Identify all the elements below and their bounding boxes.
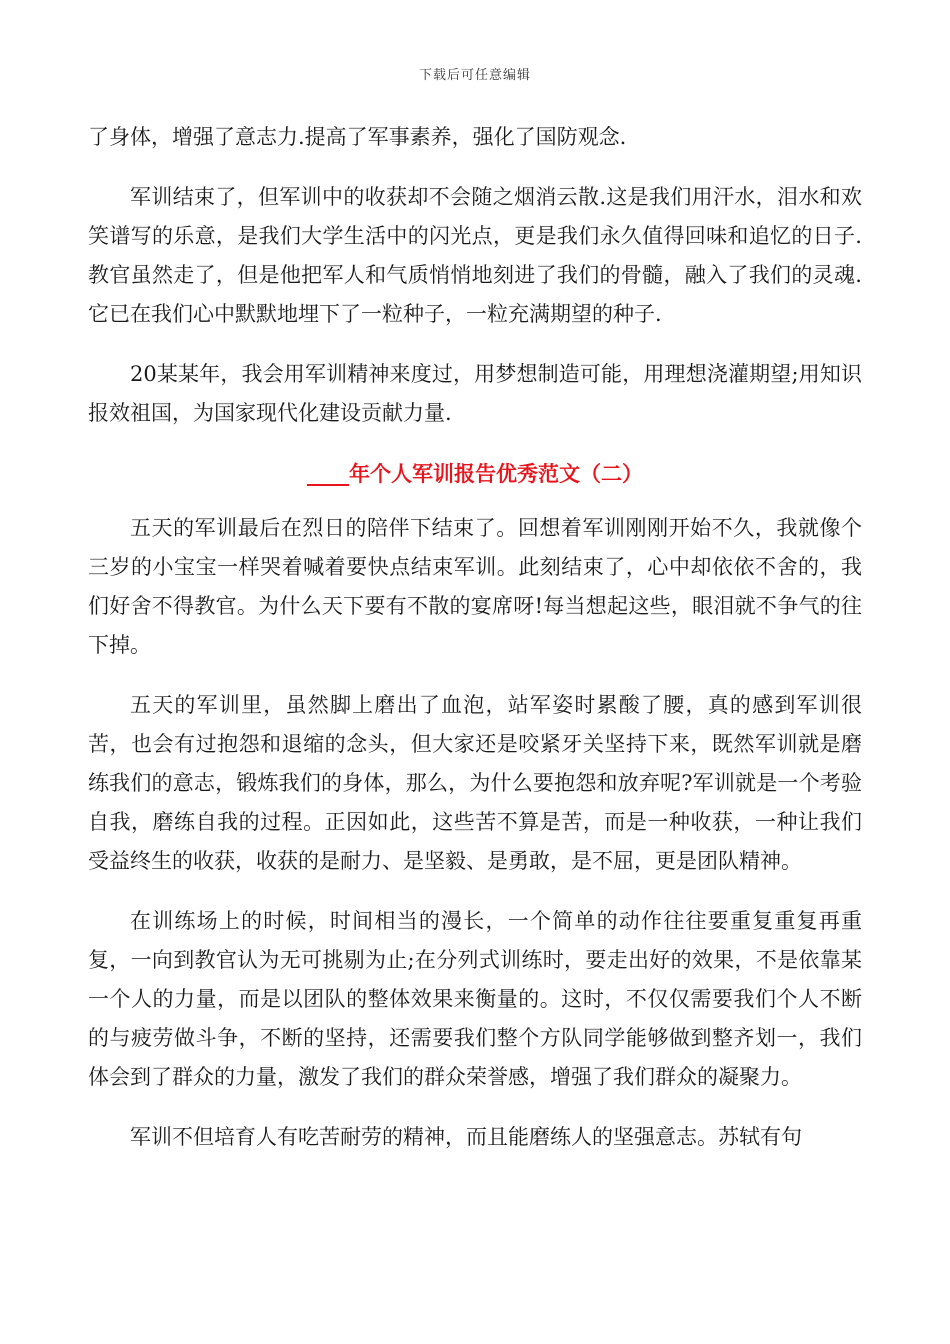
document-body: [88, 118, 862, 1178]
paragraph: 军训不但培育人有吃苦耐劳的精神，而且能磨练人的坚强意志。苏轼有句: [130, 1125, 802, 1149]
paragraph: 五天的军训里，虽然脚上磨出了血泡，站军姿时累酸了腰，真的感到军训很苦，也会有过抱怨和退缩的念头，但大家还是咬紧牙关坚持下来，既然军训就是磨练我们的意志，锻炼我们的身体，那么，为什么要抱怨和放弃呢?军训就是一个考验自我，磨练自我的过程。正因如此，这些苦不算是苦，而是一种收获，一种让我们受益终生的收获，收获的是耐力、是坚毅、是勇敢，是不屈，更是团队精神。: [88, 693, 862, 873]
page-header: 下载后可任意编辑: [418, 68, 531, 83]
paragraph: 军训结束了，但军训中的收获却不会随之烟消云散.这是我们用汗水，泪水和欢笑谱写的乐意，是我们大学生活中的闪光点，更是我们永久值得回味和追忆的日子.教官虽然走了，但是他把军人和气质悄悄地刻进了我们的骨髓，融入了我们的灵魂.它已在我们心中默默地埋下了一粒种子，一粒充满期望的种子.: [88, 185, 862, 326]
paragraph: 五天的军训最后在烈日的陪伴下结束了。回想着军训刚刚开始不久，我就像个三岁的小宝宝一样哭着喊着要快点结束军训。此刻结束了，心中却依依不舍的，我们好舍不得教官。为什么天下要有不散的宴席呀!每当想起这些，眼泪就不争气的往下掉。: [88, 516, 862, 657]
section-title: ____年个人军训报告优秀范文（二）: [307, 461, 643, 486]
paragraph: 20某某年，我会用军训精神来度过，用梦想制造可能，用理想浇灌期望;用知识报效祖国，为国家现代化建设贡献力量.: [88, 362, 862, 425]
paragraph: 在训练场上的时候，时间相当的漫长，一个简单的动作往往要重复重复再重复，一向到教官认为无可挑剔为止;在分列式训练时，要走出好的效果，不是依靠某一个人的力量，而是以团队的整体效果来衡量的。这时，不仅仅需要我们个人不断的与疲劳做斗争，不断的坚持，还需要我们整个方队同学能够做到整齐划一，我们体会到了群众的力量，激发了我们的群众荣誉感，增强了我们群众的凝聚力。: [88, 909, 862, 1089]
paragraph-continuation: 了身体，增强了意志力.提高了军事素养，强化了国防观念.: [88, 125, 627, 149]
